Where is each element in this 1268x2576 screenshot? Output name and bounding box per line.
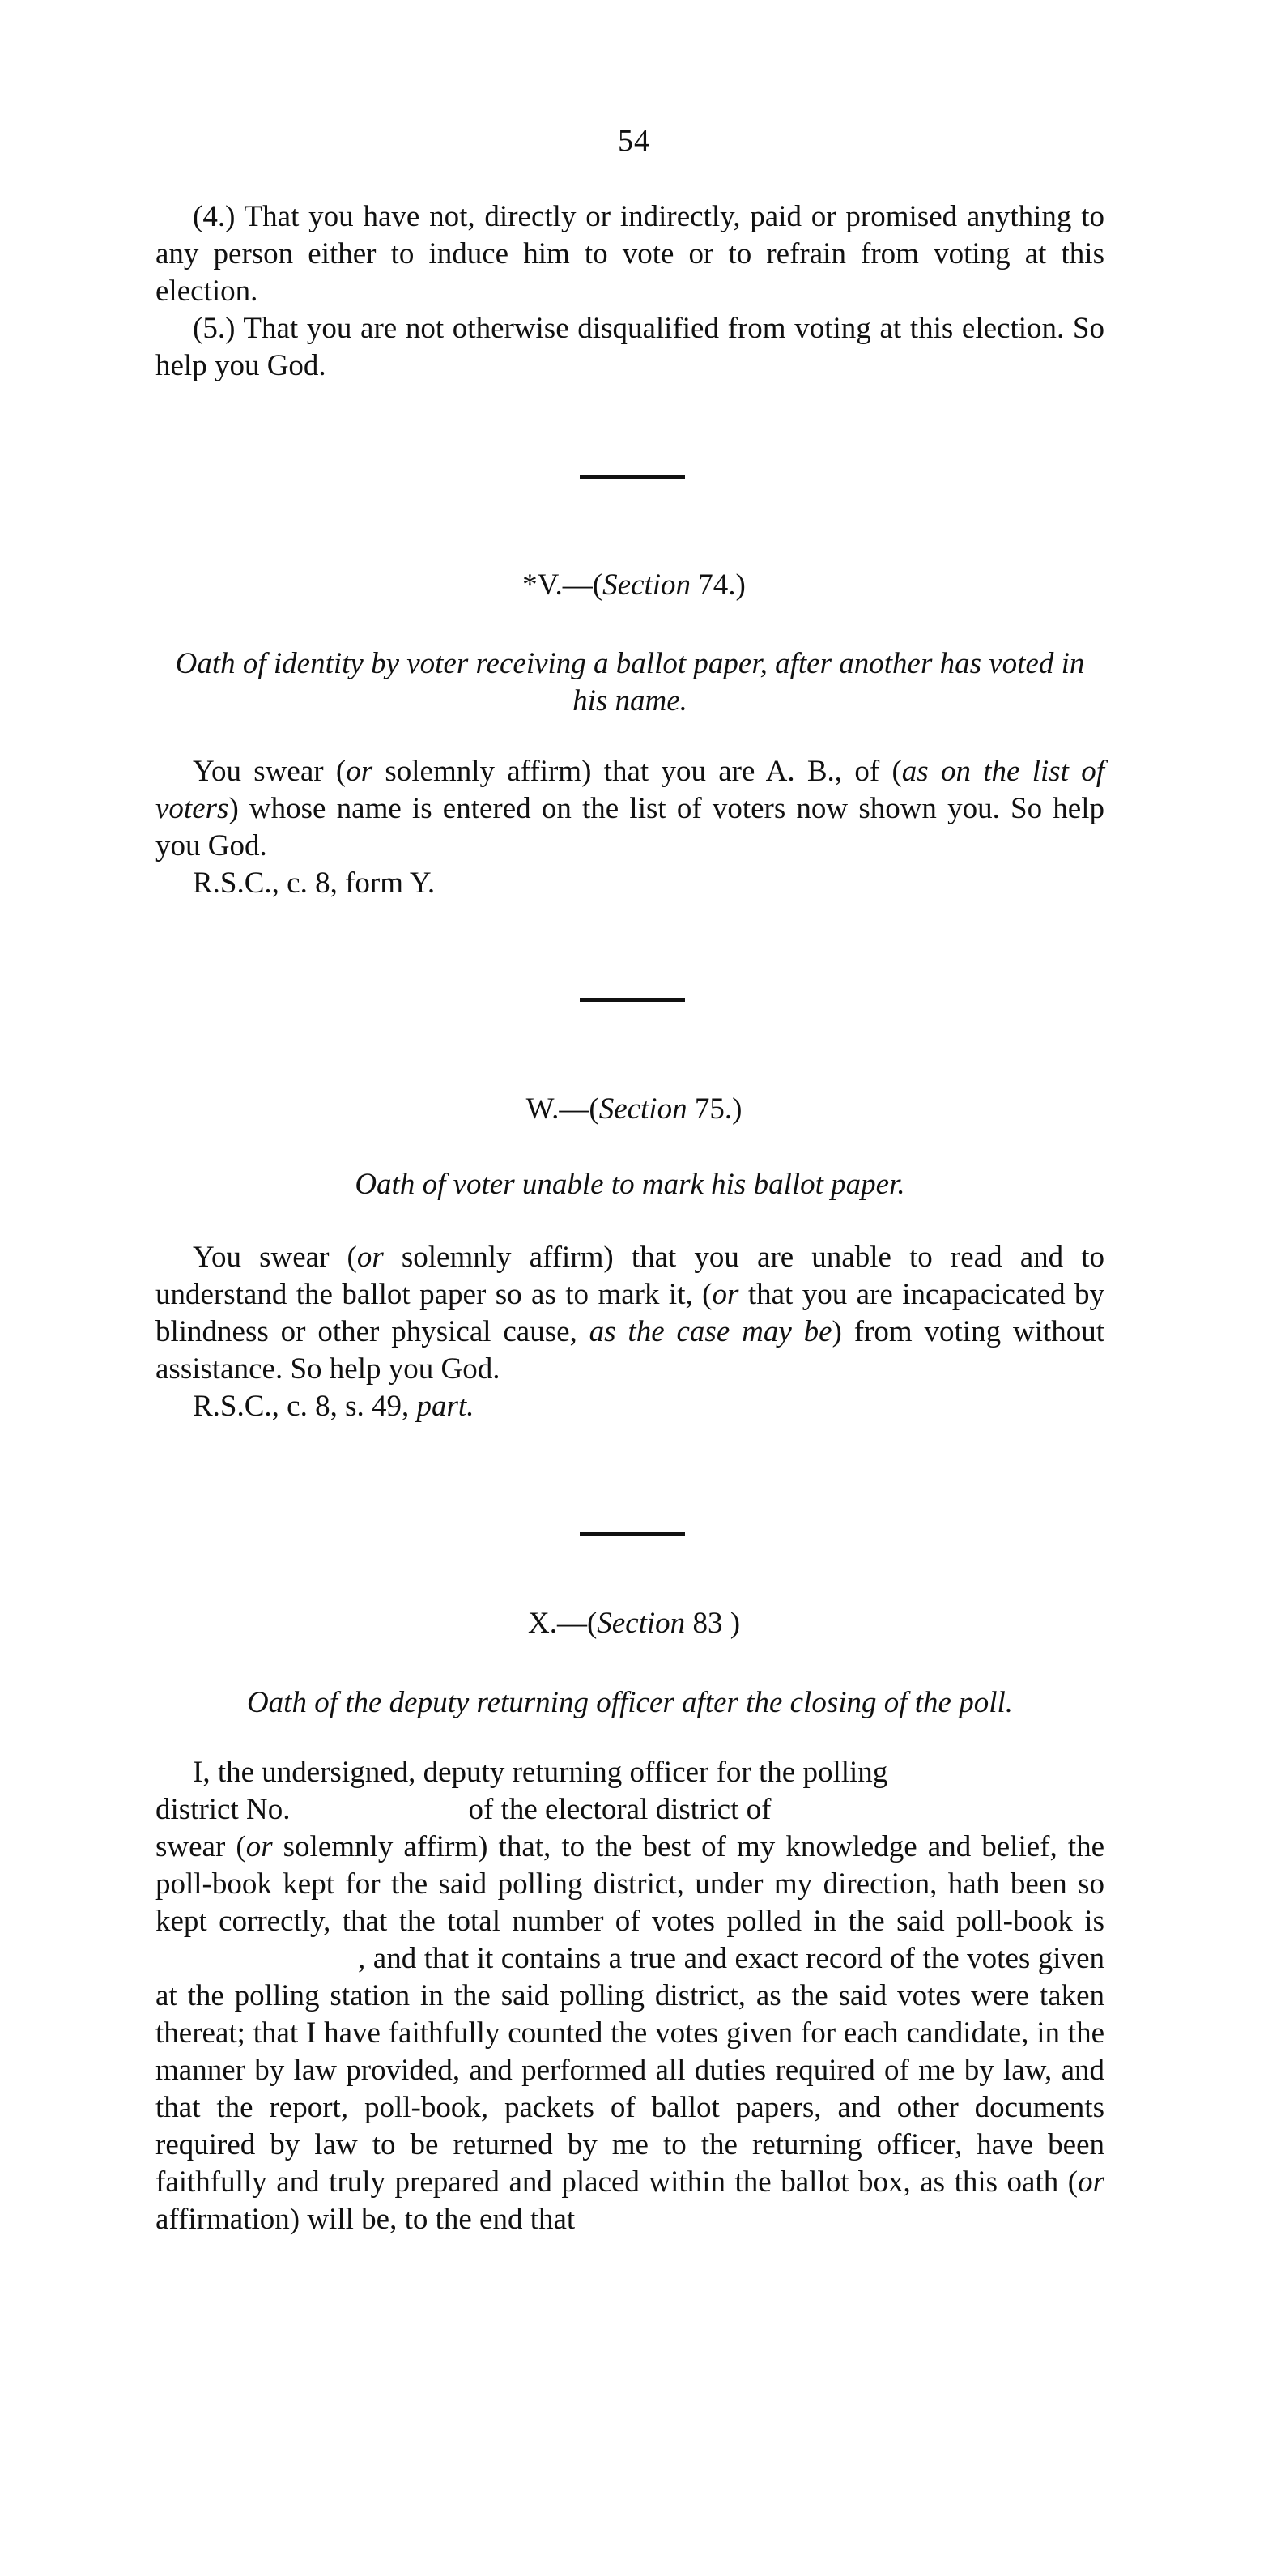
form-v-citation: R.S.C., c. 8, form Y.: [193, 866, 436, 900]
clause-5-text: That you are not otherwise disqualified from voting at this election. So help you God.: [155, 312, 1104, 382]
clause-5-label: (5.): [193, 312, 236, 345]
form-x-title: Oath of the deputy returning officer after the closing of the poll.: [246, 1686, 1014, 1719]
form-v-or: or: [346, 755, 373, 788]
clause-4-label: (4.): [193, 200, 236, 233]
clause-5: [155, 310, 1104, 385]
section-divider: [580, 475, 685, 479]
form-w-text-3: that you are incapacicated by blindness or other physical cause,: [155, 1278, 1104, 1348]
form-v-body: [155, 753, 1104, 902]
form-w-oath-text: [155, 1239, 1104, 1388]
clause-4-text: That you have not, directly or indirectly, paid or promised anything to any person either to induce him to vote or to refrain from voting at this election.: [155, 200, 1104, 308]
section-divider: [580, 1532, 685, 1536]
form-x-district-no: district No.: [155, 1793, 291, 1826]
form-x-or: or: [245, 1830, 273, 1863]
form-x-line-2: [155, 1791, 1104, 1829]
form-x-section-number: 83 ): [685, 1607, 741, 1640]
form-x-text-4: affirmation) will be, to the end that: [155, 2203, 576, 2236]
form-w-text-4: ) from voting without assistance. So help you God.: [155, 1315, 1104, 1386]
form-w-section-number: 75.): [687, 1092, 743, 1126]
form-x-oath-text: [155, 1829, 1104, 2238]
form-x-text-3: and that it contains a true and exact record of the votes given at the polling station in the said polling district, as the said votes were taken thereat; that I have faithfully counted the votes given for each candidate, in the manner by law provided, and performed all duties required of me by law, and that the report, poll-book, packets of ballot papers, and other documents required by law to be returned by me to the returning officer, have been faithfully and truly prepared and placed within the ballot box, as this oath (: [155, 1942, 1105, 2199]
form-x-text-1: swear (: [155, 1830, 246, 1863]
form-w-or: or: [356, 1241, 384, 1274]
form-v-oath-text: [155, 753, 1104, 865]
form-x-or-2: or: [1078, 2165, 1104, 2199]
form-x-text-2: solemnly affirm) that, to the best of my knowledge and belief, the poll-book kept for the said polling district, under my direction, hath been so kept correctly, that the total number of votes polled in the said poll-book is: [155, 1830, 1105, 1938]
form-x-electoral-district: of the electoral district of: [468, 1793, 772, 1826]
form-w-citation-text: R.S.C., c. 8, s. 49,: [193, 1390, 417, 1423]
page-number: 54: [618, 124, 650, 158]
form-x-body: [155, 1754, 1104, 2238]
form-w-mark: W.—(: [525, 1092, 599, 1126]
form-w-case-note: as the case may be: [589, 1315, 832, 1348]
form-x-mark: X.—(: [527, 1607, 598, 1640]
form-x-comma: ,: [358, 1942, 366, 1975]
form-v-text-3: (: [891, 755, 902, 788]
form-v-text-1: You swear (: [193, 755, 347, 788]
form-x-line-1: I, the undersigned, deputy returning officer for the polling: [193, 1756, 888, 1789]
form-w-citation-part: part.: [416, 1390, 474, 1423]
form-v-section-number: 74.): [691, 568, 746, 602]
section-divider: [580, 998, 685, 1002]
form-w-heading: [0, 1091, 1268, 1128]
form-w-citation: [155, 1388, 1104, 1425]
form-v-text-4: ) whose name is entered on the list of voters now shown you. So help you God.: [155, 792, 1104, 862]
form-w-title: Oath of voter unable to mark his ballot paper.: [355, 1168, 905, 1201]
form-v-title: Oath of identity by voter receiving a ballot paper, after another has voted in his name.: [175, 647, 1085, 717]
form-w-or-2: or: [712, 1278, 739, 1311]
form-v-section-word: Section: [602, 568, 691, 602]
form-x-heading: [0, 1605, 1268, 1642]
form-v-list-note: as on the list of voters: [155, 755, 1104, 825]
form-w-body: [155, 1239, 1104, 1425]
form-x-section-word: Section: [597, 1607, 686, 1640]
form-v-text-2: solemnly affirm) that you are A. B., of: [372, 755, 880, 788]
form-w-text-2: solemnly affirm) that you are unable to read and to understand the ballot paper so as to mark it, (: [155, 1241, 1104, 1311]
clause-4: [155, 198, 1104, 310]
form-w-text-1: You swear (: [193, 1241, 357, 1274]
form-w-section-word: Section: [598, 1092, 687, 1126]
form-v-mark: *V.—(: [522, 568, 603, 602]
form-v-heading: [0, 567, 1268, 604]
oath-clauses-continued: [155, 198, 1104, 385]
